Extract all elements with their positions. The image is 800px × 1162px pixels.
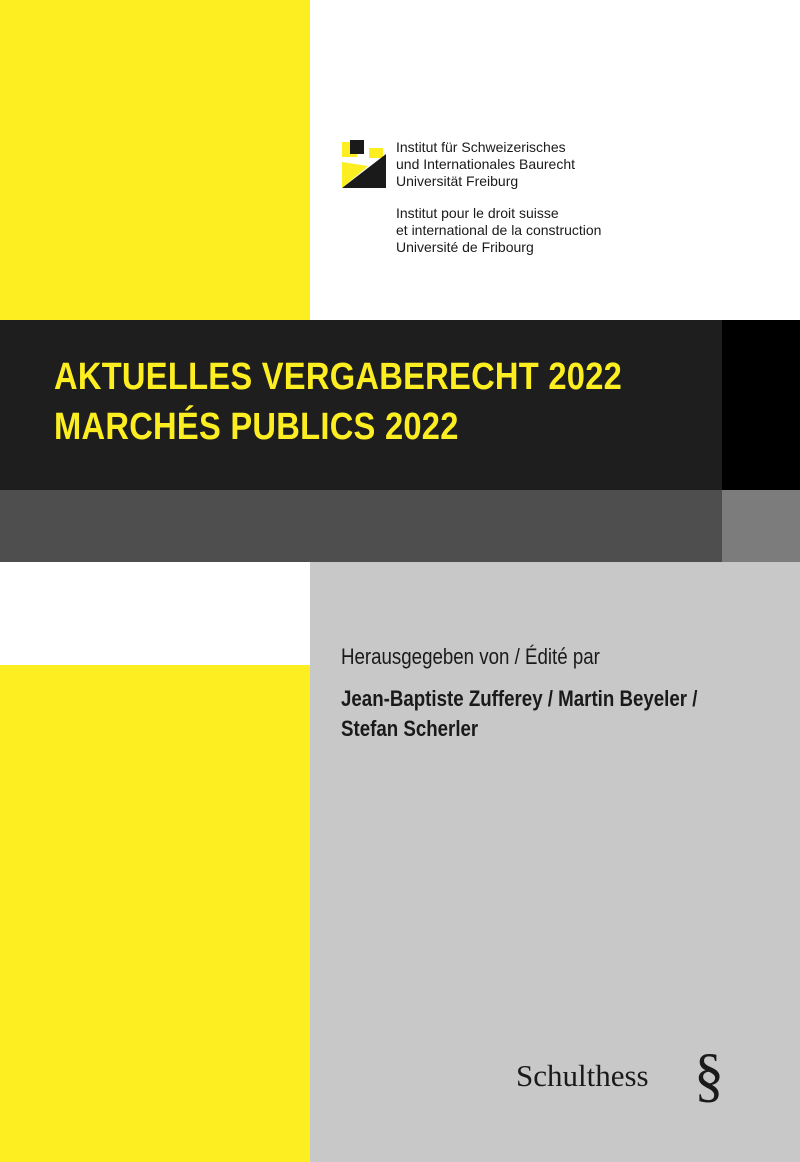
institute-de-line-2: und Internationales Baurecht (396, 156, 576, 172)
institute-logo-icon (342, 140, 386, 188)
editor-names-line-1: Jean-Baptiste Zufferey / Martin Beyeler / (341, 686, 698, 711)
institute-fr-line-2: et international de la construction (396, 222, 602, 238)
yellow-top-block (0, 0, 310, 320)
white-middle-block (0, 562, 310, 665)
yellow-bottom-block (0, 665, 310, 1162)
book-title-french: MARCHÉS PUBLICS 2022 (54, 406, 459, 448)
editor-label: Herausgegeben von / Édité par (341, 644, 600, 669)
institute-name-german (396, 139, 575, 190)
institute-de-line-3: Universität Freiburg (396, 173, 519, 189)
black-square (722, 320, 800, 490)
institute-fr-line-1: Institut pour le droit suisse (396, 205, 559, 221)
institute-name-french (396, 205, 601, 256)
publisher-name: Schulthess (516, 1058, 649, 1093)
institute-fr-line-3: Université de Fribourg (396, 239, 534, 255)
editor-names-line-2: Stefan Scherler (341, 716, 479, 741)
book-title-german: AKTUELLES VERGABERECHT 2022 (54, 356, 623, 398)
gray-band (0, 490, 722, 562)
light-gray-square (722, 490, 800, 562)
editor-names (341, 684, 697, 744)
publisher-section-mark-icon: § (694, 1042, 724, 1108)
book-title (54, 352, 622, 452)
institute-de-line-1: Institut für Schweizerisches (396, 139, 566, 155)
